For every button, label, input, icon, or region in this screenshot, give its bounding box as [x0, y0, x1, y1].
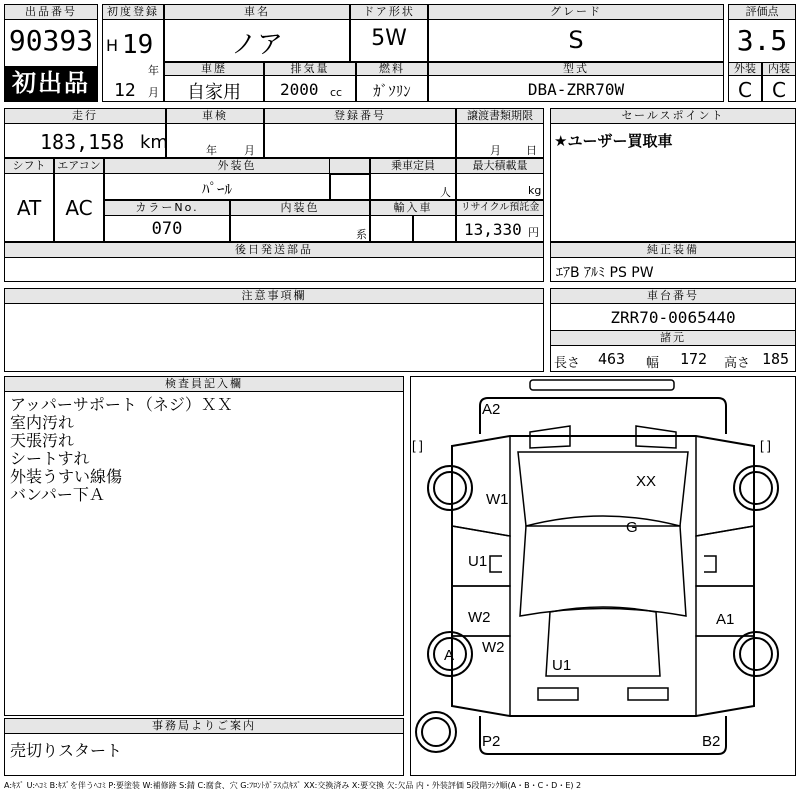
int-color-cell [230, 200, 370, 242]
inspector-line: 外装うすい線傷 [10, 467, 123, 486]
model-header: 型式 [428, 62, 724, 76]
int-grade-header: 内装 [762, 62, 796, 76]
mark-a-wheel: A [444, 647, 455, 664]
car-diagram [410, 376, 796, 776]
transfer-day: 日 [526, 144, 537, 157]
shift: AT [16, 196, 42, 220]
color-no-header: カラーNo. [104, 200, 230, 216]
transfer-month: 月 [490, 144, 501, 157]
mileage-header: 走行 [4, 108, 166, 124]
inspector-lines [10, 396, 233, 504]
first-listing-badge: 初出品 [5, 66, 97, 101]
regno-header: 登録番号 [264, 108, 456, 124]
car-name-header: 車名 [164, 4, 350, 20]
roof [520, 516, 686, 616]
ac-header: エアコン [54, 158, 104, 174]
door-header: ドア形状 [350, 4, 428, 20]
lot-number-header: 出品番号 [4, 4, 98, 20]
reg-year: 19 [122, 30, 154, 60]
recycle-header: リサイクル預託金 [456, 200, 544, 216]
mark-p2: P2 [482, 733, 501, 750]
mark-u1-rear: U1 [552, 657, 572, 674]
sales-point-box [550, 108, 796, 242]
score-header: 評価点 [728, 4, 796, 20]
height-value: 185 [762, 350, 790, 368]
length-label: 長さ [554, 356, 581, 371]
load-header: 最大積載量 [456, 158, 544, 174]
int-grade: C [772, 78, 786, 102]
mark-b2: B2 [702, 733, 721, 750]
inspector-line: アッパーサポート（ネジ）ＸＸ [10, 395, 233, 414]
inspection-month-unit: 月 [244, 144, 255, 157]
later-parts-header: 後日発送部品 [4, 242, 544, 258]
front-left-wheel-inner [434, 472, 466, 504]
transfer-header: 譲渡書類期限 [456, 108, 544, 124]
bracket-right: [ ] [760, 438, 771, 453]
mark-w1: W1 [486, 491, 509, 508]
legend: A:ｷｽﾞ U:ﾍｺﾐ B:ｷｽﾞを伴うﾍｺﾐ P:要塗装 W:補修跡 S:錆 C:腐食、穴 G:ﾌﾛﾝﾄｶﾞﾗｽ点ｷｽﾞ XX:交換済み X:要交換 欠:欠品 内・外装評価 5段階ﾗﾝｸ順(A・B・C・D・E) 2 [4, 781, 582, 790]
office-text: 売切りスタート [10, 741, 123, 760]
left-mirror [490, 556, 502, 572]
lot-number: 90393 [8, 24, 94, 57]
history: 自家用 [187, 82, 241, 103]
int-color-header: 内装色 [230, 200, 370, 216]
inspector-header: 検査員記入欄 [4, 376, 404, 392]
front-right-wheel-inner [740, 472, 772, 504]
color-no: 070 [151, 219, 183, 239]
load-unit: kg [528, 184, 542, 197]
ext-grade-header: 外装 [728, 62, 762, 76]
dims-header: 諸元 [550, 330, 796, 346]
mark-g: G [626, 519, 638, 536]
int-color-unit: 系 [356, 228, 367, 241]
regno-cell [264, 108, 456, 158]
fuel: ｶﾞｿﾘﾝ [373, 82, 411, 100]
sales-point-text: ★ユーザー買取車 [554, 132, 673, 150]
first-reg-header: 初度登録 [102, 4, 164, 20]
capacity-header: 乗車定員 [370, 158, 456, 174]
car-name: ノア [230, 30, 283, 60]
width-label: 幅 [646, 356, 660, 371]
rear-right-wheel-inner [740, 638, 772, 670]
score: 3.5 [736, 24, 788, 57]
model: DBA-ZRR70W [527, 80, 625, 99]
chassis-header: 車台番号 [550, 288, 796, 304]
front-bumper-outline [480, 398, 726, 434]
body-outline [452, 436, 754, 716]
right-rear-fender [696, 636, 754, 716]
rear-light-left [538, 688, 578, 700]
length-value: 463 [598, 350, 626, 368]
recycle-amount: 13,330 [464, 220, 522, 239]
displacement: 2000 [280, 80, 319, 99]
recycle-unit: 円 [528, 226, 539, 239]
rear-light-right [628, 688, 668, 700]
right-front-fender [696, 436, 754, 536]
ext-color-header: 外装色 [104, 158, 370, 174]
import-header: 輸入車 [370, 200, 456, 216]
reg-month-unit: 月 [148, 86, 159, 99]
rear-bumper [480, 716, 726, 754]
inspection-header: 車検 [166, 108, 264, 124]
right-mirror [704, 556, 716, 572]
history-header: 車歴 [164, 62, 264, 76]
reg-month: 12 [114, 80, 136, 101]
ext-color: ﾊﾟｰﾙ [201, 180, 232, 198]
mark-xx: XX [636, 473, 657, 490]
mark-a2: A2 [482, 401, 501, 418]
later-parts-cell [4, 242, 544, 282]
notes-header: 注意事項欄 [4, 288, 544, 304]
inspector-line: バンパー下Ａ [10, 485, 105, 504]
shift-header: シフト [4, 158, 54, 174]
mark-u1-left: U1 [468, 553, 488, 570]
ac: AC [65, 196, 93, 220]
office-header: 事務局よりご案内 [4, 718, 404, 734]
hood [518, 452, 688, 526]
inspector-line: 室内汚れ [10, 413, 75, 432]
sales-point-header: セールスポイント [550, 108, 796, 124]
mark-a1: A1 [716, 611, 735, 628]
fuel-header: 燃料 [356, 62, 428, 76]
inspector-line: シートすれ [10, 449, 90, 468]
mark-w2-rear: W2 [482, 639, 505, 656]
capacity-unit: 人 [440, 186, 451, 199]
displacement-header: 排気量 [264, 62, 356, 76]
grade-header: グレード [428, 4, 724, 20]
front-bumper [530, 380, 674, 390]
equipment-text: ｴｱB ｱﾙﾐ PS PW [556, 265, 654, 281]
import-divider [412, 216, 414, 242]
ext-color-extra-cell [330, 174, 370, 200]
mileage: 183,158 [40, 130, 125, 154]
ext-grade: C [738, 78, 752, 102]
door-type: 5W [371, 26, 407, 51]
bracket-left: [ ] [412, 438, 423, 453]
era-letter: H [106, 36, 119, 55]
equipment-header: 純正装備 [550, 242, 796, 258]
left-front-fender [452, 436, 510, 536]
displacement-unit: cc [330, 86, 343, 99]
width-value: 172 [680, 350, 708, 368]
reg-year-unit: 年 [148, 64, 159, 77]
spare-wheel-inner [422, 718, 450, 746]
chassis-number: ZRR70-0065440 [610, 308, 736, 327]
height-label: 高さ [724, 356, 751, 371]
mark-w2-left: W2 [468, 609, 491, 626]
mileage-unit: km [140, 132, 168, 153]
inspector-line: 天張汚れ [10, 431, 75, 450]
grade: S [568, 26, 584, 54]
inspection-year-unit: 年 [206, 144, 217, 157]
